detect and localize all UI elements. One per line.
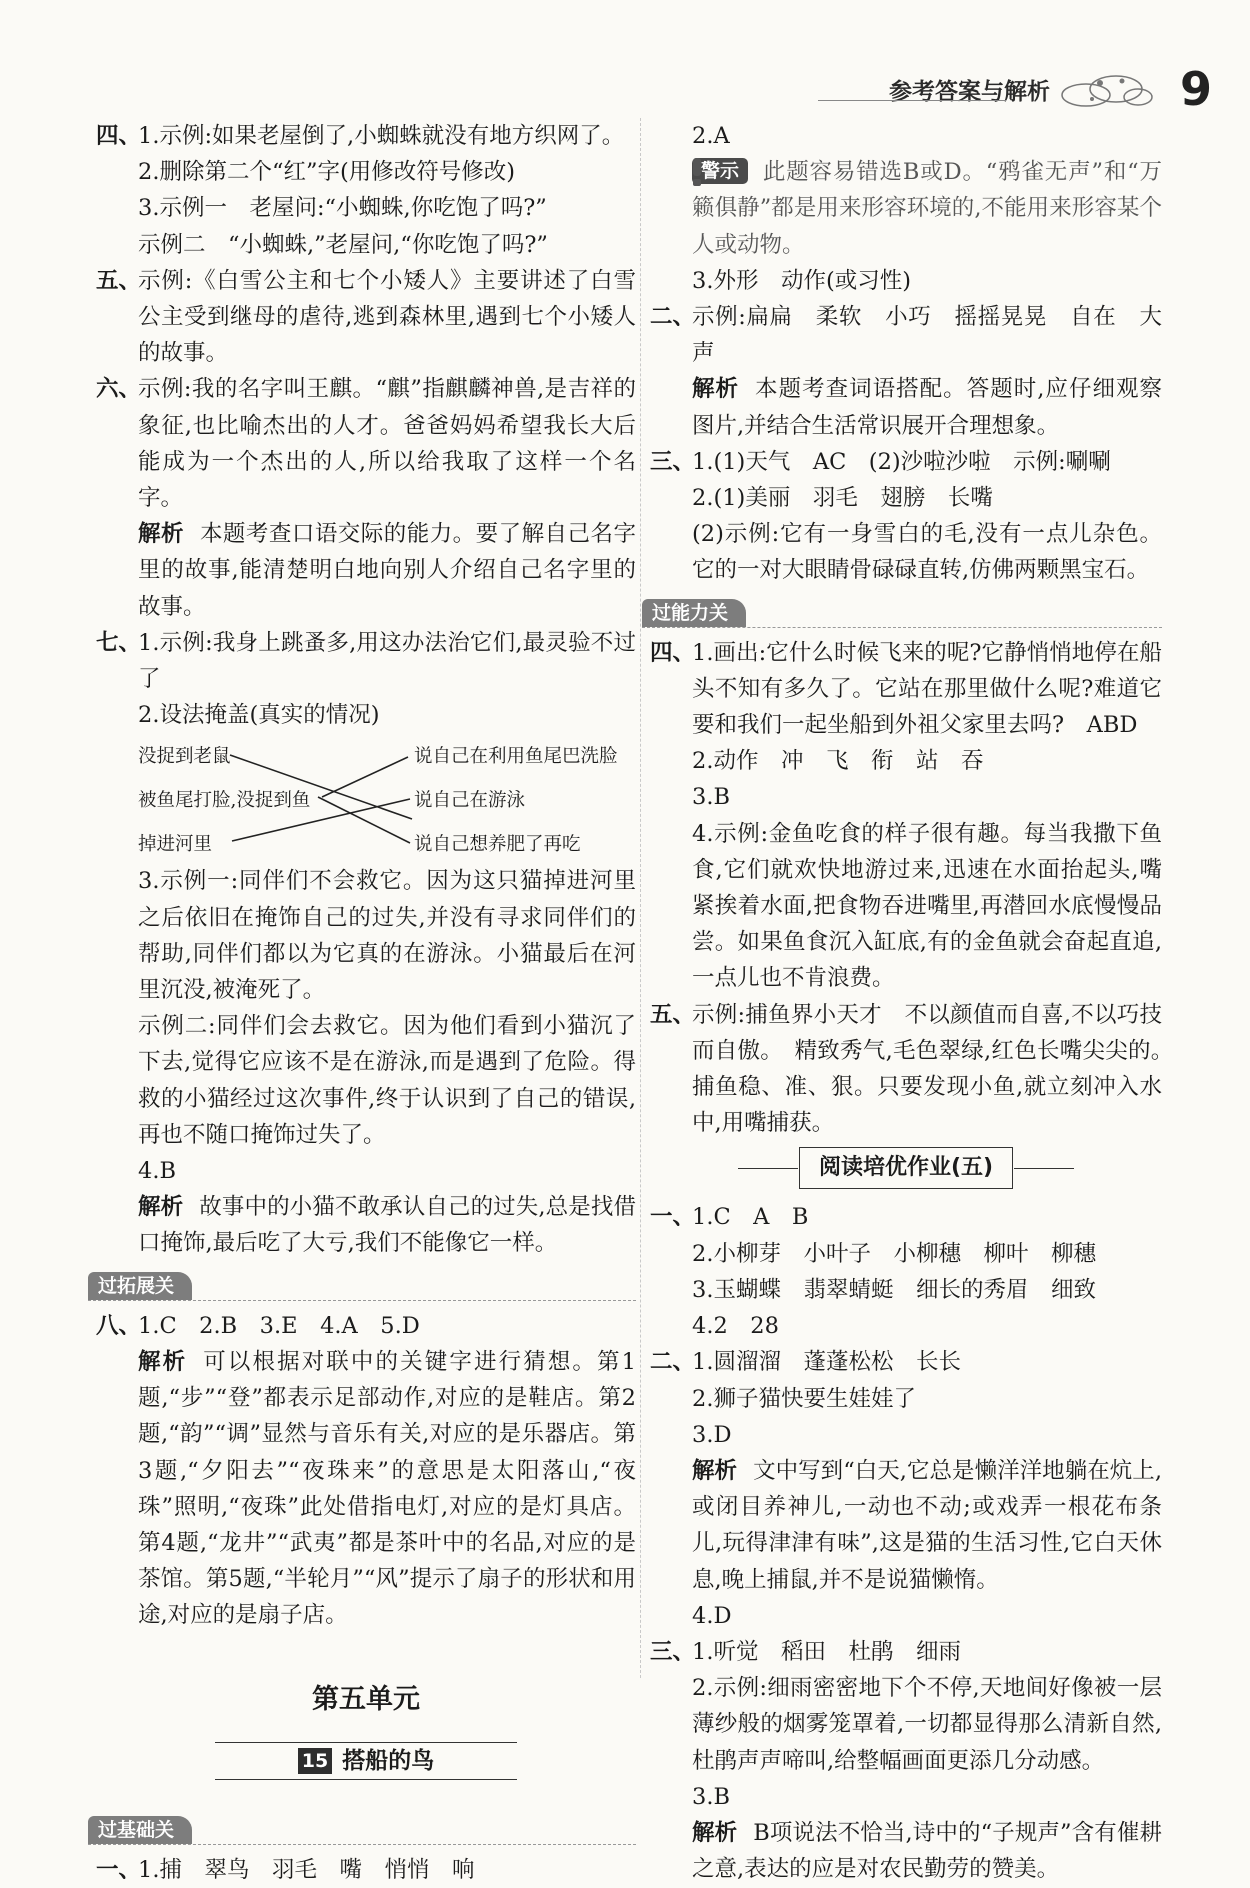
answer-line: 2.A — [692, 123, 730, 149]
answer-line: 2.狮子猫快要生娃娃了 — [692, 1385, 916, 1412]
right-column — [650, 118, 1185, 1887]
analysis-label: 解析 — [692, 1457, 738, 1484]
analysis — [138, 516, 636, 625]
answer-line: 3.外形 动作(或习性) — [692, 267, 912, 294]
unit-title: 第五单元 — [312, 1683, 420, 1715]
question-number: 一、 — [96, 1856, 142, 1883]
analysis-text: 本题考查口语交际的能力。要了解自己名字里的故事,能清楚明白地向别人介绍自己名字里的故事。 — [138, 521, 636, 620]
question-number: 二、 — [650, 1349, 696, 1376]
analysis-label: 解析 — [138, 521, 184, 548]
analysis-label: 解析 — [692, 1819, 738, 1846]
question-number: 七、 — [96, 629, 142, 656]
header-rule — [818, 100, 1006, 101]
left-column — [96, 118, 636, 1888]
answer-line: 2.小柳芽 小叶子 小柳穗 柳叶 柳穗 — [692, 1240, 1096, 1267]
question-5 — [96, 263, 636, 372]
reading-question-2 — [650, 1344, 1162, 1634]
answer-line: 1.C A B — [692, 1204, 809, 1231]
analysis-label: 解析 — [692, 376, 740, 403]
answer-text: 3.示例一:同伴们不会救它。因为这只猫掉进河里之后依旧在掩饰自己的过失,并没有寻求同伴们的帮助,同伴们都以为它真的在游泳。小猫最后在河里沉没,被淹死了。 — [138, 868, 636, 1004]
question-number: 一、 — [650, 1204, 696, 1231]
question-7 — [96, 625, 636, 734]
answer-text: 1.画出:它什么时候飞来的呢?它静悄悄地停在船头不知有多久了。它站在那里做什么呢?难道它要和我们一起坐船到外祖父家里去吗? ABD — [692, 639, 1162, 739]
answer-text: 2.示例:细雨密密地下个不停,天地间好像被一层薄纱般的烟雾笼罩着,一切都显得那么清新自然,杜鹃声声啼叫,给整幅画面更添几分动感。 — [692, 1675, 1162, 1774]
answer-text: 示例:《白雪公主和七个小矮人》主要讲述了白雪公主受到继母的虐待,逃到森林里,遇到七个小矮人的故事。 — [138, 267, 636, 367]
section-tag: 过能力关 — [642, 599, 746, 627]
answer-text: 4.示例:金鱼吃食的样子很有趣。每当我撒下鱼食,它们就欢快地游过来,迅速在水面抬起头,嘴紧挨着水面,把食物吞进嘴里,再潜回水底慢慢品尝。如果鱼食沉入缸底,有的金鱼就会奋起直追,一点儿也不肯浪费。 — [692, 820, 1162, 992]
answer-line: 示例:扁扁 柔软 小巧 摇摇晃晃 自在 大声 — [692, 304, 1162, 367]
answer-line: 3.B — [692, 1783, 731, 1810]
analysis-label: 解析 — [138, 1194, 184, 1221]
answer-line: 4.2 28 — [692, 1313, 779, 1340]
page-number: 9 — [1179, 62, 1212, 116]
question-5-right — [650, 997, 1185, 1142]
answer-text: (2)示例:它有一身雪白的毛,没有一点儿杂色。它的一对大眼睛骨碌碌直转,仿佛两颗黑宝石。 — [692, 521, 1162, 584]
match-left-2: 被鱼尾打脸,没捉到鱼 — [138, 790, 311, 812]
analysis — [692, 371, 1162, 443]
analysis — [138, 1344, 636, 1634]
section-tag: 过基础关 — [88, 1816, 192, 1844]
reading-question-3 — [650, 1634, 1162, 1887]
tag-rule — [642, 627, 1162, 628]
question-number: 八、 — [96, 1312, 142, 1339]
answer-line: 3.玉蝴蝶 翡翠蜻蜓 细长的秀眉 细致 — [692, 1276, 1096, 1303]
answer-line: 1.圆溜溜 蓬蓬松松 长长 — [692, 1349, 961, 1376]
question-1 — [96, 1852, 636, 1888]
reading-homework-title: 阅读培优作业(五) — [799, 1147, 1013, 1189]
answer-line: 3.B — [692, 784, 731, 811]
answer-line: 2.删除第二个“红”字(用修改符号修改) — [138, 159, 516, 186]
warning-text: 此题容易错选B或D。“鸦雀无声”和“万籁俱静”都是用来形容环境的,不能用来形容某个人或动物。 — [692, 159, 1162, 258]
answer-line: 4.B — [138, 1158, 177, 1185]
header-title: 参考答案与解析 — [888, 78, 1050, 105]
answer-line: 3.D — [692, 1421, 732, 1448]
match-left-3: 掉进河里 — [138, 834, 213, 856]
question-2 — [650, 299, 1162, 444]
answer-text: 示例:我的名字叫王麒。“麒”指麒麟神兽,是吉祥的象征,也比喻杰出的人才。爸爸妈妈希望我长大后能成为一个杰出的人,所以给我取了这样一个名字。 — [138, 376, 636, 512]
analysis — [692, 1815, 1162, 1887]
column-divider — [640, 118, 641, 1678]
reading-question-1 — [650, 1199, 1162, 1344]
matching-diagram — [138, 735, 636, 863]
match-right-3: 说自己想养肥了再吃 — [414, 834, 581, 856]
question-3 — [650, 444, 1162, 589]
question-number: 二、 — [650, 304, 696, 331]
analysis-text: 故事中的小猫不敢承认自己的过失,总是找借口掩饰,最后吃了大亏,我们不能像它一样。 — [138, 1194, 636, 1257]
section-tag-row — [642, 593, 1162, 633]
match-left-1: 没捉到老鼠 — [138, 746, 231, 768]
answer-text: 示例:捕鱼界小天才 不以颜值而自喜,不以巧技而自傲。 精致秀气,毛色翠绿,红色长嘴尖尖的。 捕鱼稳、准、狠。只要发现小鱼,就立刻冲入水中,用嘴捕获。 — [692, 1001, 1185, 1137]
question-4 — [96, 118, 636, 263]
analysis-text: 文中写到“白天,它总是懒洋洋地躺在炕上,或闭目养神儿,一动也不动;或戏弄一根花布条儿,玩得津津有味”,这是猫的生活习性,它白天休息,晚上捕鼠,并不是说猫懒惰。 — [692, 1457, 1162, 1593]
answer-2a — [650, 118, 1162, 154]
lesson-number: 15 — [298, 1748, 332, 1774]
tag-rule — [88, 1300, 636, 1301]
question-4-right — [650, 635, 1162, 997]
answer-line: 1.捕 翠鸟 羽毛 嘴 悄悄 响 — [138, 1856, 475, 1883]
lesson-title: 搭船的鸟 — [342, 1747, 435, 1774]
question-8 — [96, 1308, 636, 1634]
answer-line: 2.(1)美丽 羽毛 翅膀 长嘴 — [692, 485, 993, 512]
match-right-1: 说自己在利用鱼尾巴洗脸 — [414, 746, 618, 768]
answer-line: 1.示例:我身上跳蚤多,用这办法治它们,最灵验不过了 — [138, 629, 636, 693]
page-header — [889, 54, 1212, 124]
analysis-text: B项说法不恰当,诗中的“子规声”含有催耕之意,表达的应是对农民勤劳的赞美。 — [692, 1819, 1162, 1883]
question-number: 四、 — [650, 639, 696, 666]
tag-rule — [88, 1844, 636, 1845]
question-number: 三、 — [650, 1638, 696, 1665]
question-number: 三、 — [650, 448, 696, 475]
answer-line: 2.动作 冲 飞 衔 站 吞 — [692, 748, 984, 775]
section-tag-row — [88, 1810, 636, 1850]
question-number: 五、 — [650, 1001, 696, 1028]
section-tag: 过拓展关 — [88, 1272, 192, 1300]
analysis-text: 本题考查词语搭配。答题时,应仔细观察图片,并结合生活常识展开合理想象。 — [692, 376, 1162, 439]
question-6 — [96, 371, 636, 624]
answer-line: 3.示例一 老屋问:“小蜘蛛,你吃饱了吗?” — [138, 195, 547, 222]
analysis-label: 解析 — [138, 1348, 188, 1375]
question-number: 四、 — [96, 123, 142, 149]
match-right-2: 说自己在游泳 — [414, 790, 526, 812]
analysis — [692, 1453, 1162, 1598]
answer-line: 1.示例:如果老屋倒了,小蜘蛛就没有地方织网了。 — [138, 123, 625, 149]
answer-line: 2.设法掩盖(真实的情况) — [138, 702, 380, 729]
exclamation-icon — [690, 156, 704, 186]
question-number: 五、 — [96, 267, 142, 294]
question-number: 六、 — [96, 376, 142, 403]
answer-line: 1.听觉 稻田 杜鹃 细雨 — [692, 1638, 961, 1665]
answer-line: 1.(1)天气 AC (2)沙啦沙啦 示例:唰唰 — [692, 448, 1111, 475]
question-7-continued — [96, 863, 636, 1261]
section-tag-row — [88, 1266, 636, 1306]
cloud-decoration-icon — [1056, 67, 1156, 111]
warning-badge: 警示 — [692, 158, 748, 184]
lesson-heading — [215, 1742, 517, 1780]
answer-line: 1.C 2.B 3.E 4.A 5.D — [138, 1312, 420, 1339]
warning-note — [650, 154, 1162, 263]
answer-line: 4.D — [692, 1602, 732, 1629]
analysis-text: 可以根据对联中的关键字进行猜想。第1题,“步”“登”都表示足部动作,对应的是鞋店。第2题,“韵”“调”显然与音乐有关,对应的是乐器店。第3题,“夕阳去”“夜珠来”的意思是太阳落山,“夜珠”照明,“夜珠”此处借指电灯,对应的是灯具店。第4题,“龙井”“武夷”都是茶叶中的名品,对应的是茶馆。第5题,“半轮月”“风”提示了扇子的形状和用途,对应的是扇子店。 — [138, 1348, 636, 1629]
answer-3 — [650, 263, 1162, 299]
answer-text: 示例二:同伴们会去救它。因为他们看到小猫沉了下去,觉得它应该不是在游泳,而是遇到了危险。得救的小猫经过这次事件,终于认识到了自己的错误,再也不随口掩饰过失了。 — [138, 1013, 636, 1148]
answer-line: 示例二 “小蜘蛛,”老屋问,“你吃饱了吗?” — [138, 231, 548, 258]
analysis — [138, 1189, 636, 1261]
